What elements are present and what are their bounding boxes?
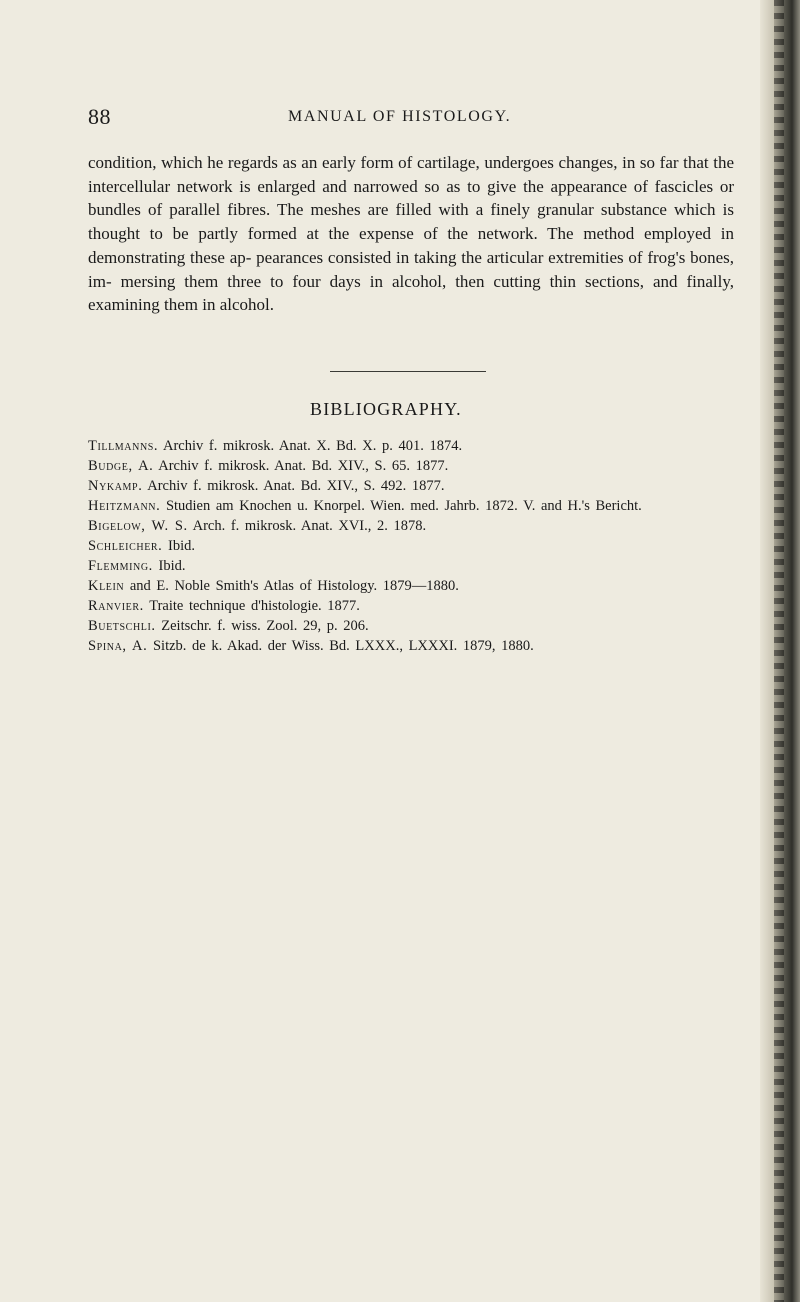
bibliography-list bbox=[88, 436, 748, 656]
section-divider bbox=[330, 371, 486, 372]
running-title: MANUAL OF HISTOLOGY. bbox=[288, 108, 512, 125]
entry-citation: Sitzb. de k. Akad. der Wiss. Bd. LXXX., LXXXI. 1879, 1880. bbox=[147, 638, 534, 654]
entry-author: Nykamp. bbox=[88, 478, 143, 494]
body-paragraph: condition, which he regards as an early form of cartilage, undergoes changes, in so far that the intercellular network is enlarged and narrowed so as to give the appearance of fascicles or bundles of parallel fibres. The meshes are filled with a finely granular substance which is thought to be partly formed at the expense of the network. The method employed in demonstrating these ap- pearances consisted in taking the articular extremities of frog's bones, im- mersing them three to four days in alcohol, then cutting thin sections, and finally, examining them in alcohol. bbox=[88, 153, 734, 315]
entry-author: Spina, A. bbox=[88, 638, 148, 654]
bibliography-entry bbox=[88, 516, 748, 536]
bibliography-heading: BIBLIOGRAPHY. bbox=[310, 399, 462, 419]
entry-citation: Studien am Knochen u. Knorpel. Wien. med. Jahrb. 1872. V. and H.'s Bericht. bbox=[160, 498, 642, 514]
bibliography-entry bbox=[88, 496, 748, 516]
running-head bbox=[88, 104, 738, 128]
entry-author: Ranvier. bbox=[88, 598, 144, 614]
bibliography-entry bbox=[88, 576, 748, 596]
entry-author: Schleicher. bbox=[88, 538, 163, 554]
entry-citation: Zeitschr. f. wiss. Zool. 29, p. 206. bbox=[155, 618, 369, 634]
bibliography-entry bbox=[88, 436, 748, 456]
page-number: 88 bbox=[88, 104, 111, 129]
entry-author: Bigelow, W. S. bbox=[88, 518, 188, 534]
bibliography-entry bbox=[88, 536, 748, 556]
bibliography-entry bbox=[88, 456, 748, 476]
bibliography-entry bbox=[88, 616, 748, 636]
bibliography-entry bbox=[88, 556, 748, 576]
entry-citation: Ibid. bbox=[162, 538, 196, 554]
entry-citation: Arch. f. mikrosk. Anat. XVI., 2. 1878. bbox=[187, 518, 427, 534]
entry-author: Flemming. bbox=[88, 558, 153, 574]
entry-citation: and E. Noble Smith's Atlas of Histology. 1879—1880. bbox=[124, 578, 459, 594]
bibliography-entry bbox=[88, 636, 748, 656]
entry-author: Heitzmann. bbox=[88, 498, 161, 514]
entry-author: Klein bbox=[88, 578, 125, 594]
entry-citation: Archiv f. mikrosk. Anat. Bd. XIV., S. 65. 1877. bbox=[153, 458, 449, 474]
entry-citation: Archiv f. mikrosk. Anat. Bd. XIV., S. 492. 1877. bbox=[142, 478, 445, 494]
bibliography-entry bbox=[88, 476, 748, 496]
binding-edge bbox=[760, 0, 800, 1302]
entry-author: Buetschli. bbox=[88, 618, 156, 634]
bibliography-entry bbox=[88, 596, 748, 616]
entry-citation: Ibid. bbox=[152, 558, 186, 574]
entry-citation: Archiv f. mikrosk. Anat. X. Bd. X. p. 401. 1874. bbox=[158, 438, 463, 454]
entry-author: Tillmanns. bbox=[88, 438, 159, 454]
entry-citation: Traite technique d'histologie. 1877. bbox=[143, 598, 360, 614]
entry-author: Budge, A. bbox=[88, 458, 154, 474]
